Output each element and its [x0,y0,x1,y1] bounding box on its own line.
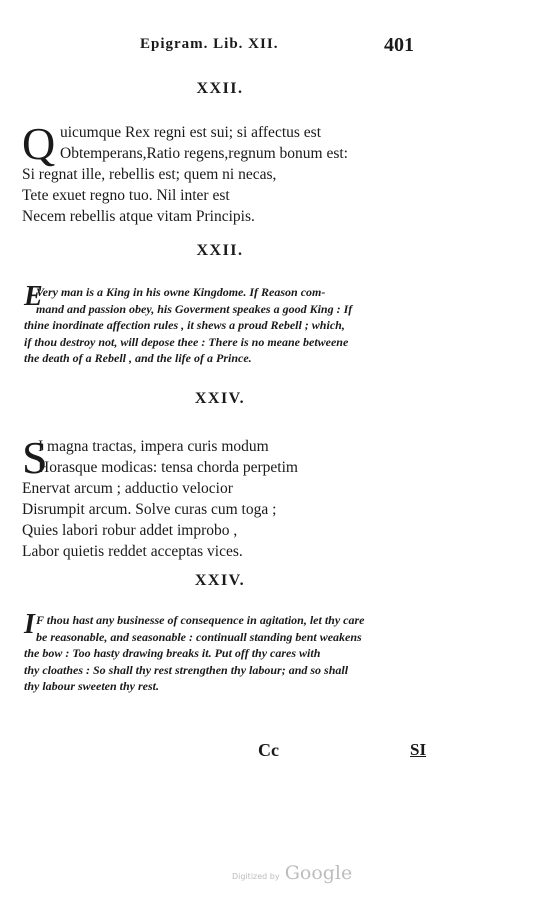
section-heading-2: XXII. [196,242,244,259]
digitization-watermark [232,862,352,884]
text-line: Disrumpit arcum. Solve curas cum toga ; [22,501,277,518]
drop-cap: Q [22,118,56,169]
text-line: F thou hast any businesse of consequence in agitation, let thy care [36,613,365,627]
text-line: thine inordinate affection rules , it shews a proud Rebell ; which, [24,318,345,332]
text-line: Enervat arcum ; adductio velocior [22,480,233,497]
section-heading-4: XXIV. [194,572,246,589]
english-translation-2 [24,609,424,695]
text-line: Labor quietis reddet acceptas vices. [22,543,243,560]
text-line: Tete exuet regno tuo. Nil inter est [22,187,230,204]
signature-mark: Cc [258,740,279,760]
english-translation-1 [24,281,424,367]
watermark-logo: Google [284,862,353,884]
watermark-prefix: Digitized by [232,872,280,881]
text-line: if thou destroy not, will depose thee : There is no meane betweene [24,334,349,349]
text-line: Quies labori robur addet improbo , [22,522,238,539]
text-line: the bow : Too hasty drawing breaks it. Put off thy cares with [24,646,321,660]
catchword: SI [410,740,427,759]
page-number: 401 [384,34,414,56]
text-line: Horasque modicas: tensa chorda perpetim [38,459,298,476]
text-line: Very man is a King in his owne Kingdome. If Reason com- [36,285,326,299]
latin-epigram-1 [22,118,422,227]
drop-cap: I [24,609,35,640]
text-line: the death of a Rebell , and the life of a Prince. [24,351,252,365]
drop-cap: S [22,432,48,483]
drop-cap: E [24,281,43,312]
text-line: Obtemperans,Ratio regens,regnum bonum est: [60,145,348,162]
text-line: be reasonable, and seasonable : continuall standing bent weakens [36,629,362,644]
section-heading-3: XXIV. [194,390,246,407]
text-line: Si regnat ille, rebellis est; quem ni necas, [22,166,277,183]
text-line: thy cloathes : So shall thy rest strengthen thy labour; and so shall [24,662,349,677]
section-heading-1: XXII. [196,80,244,97]
latin-epigram-2 [22,432,422,562]
text-line: I magna tractas, impera curis modum [38,438,269,455]
text-line: thy labour sweeten thy rest. [24,679,160,693]
text-line: Necem rebellis atque vitam Principis. [22,208,255,225]
running-head: Epigram. Lib. XII. [140,36,279,52]
text-line: mand and passion obey, his Goverment speakes a good King : If [36,301,353,316]
text-line: uicumque Rex regni est sui; si affectus est [60,124,322,141]
